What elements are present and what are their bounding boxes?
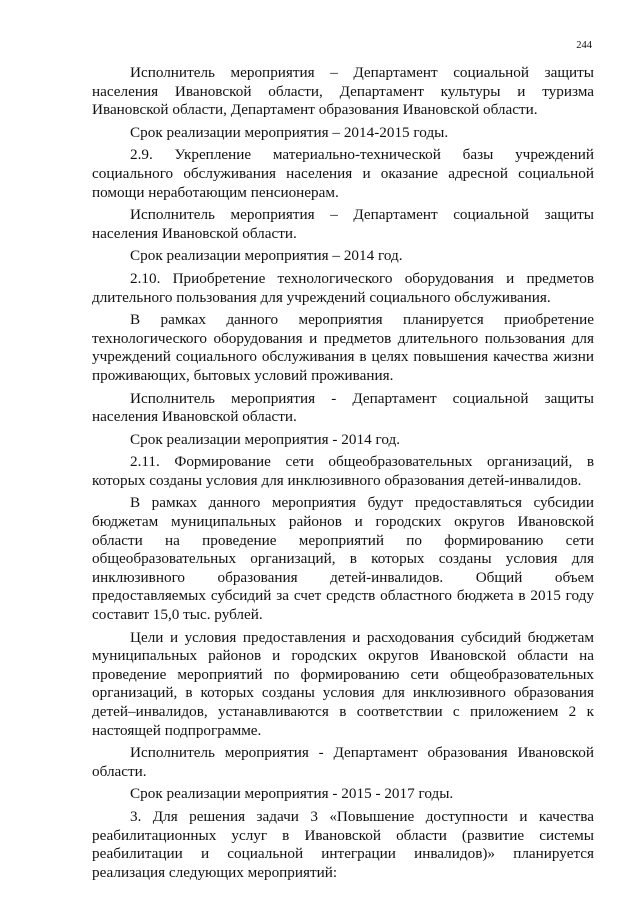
paragraph-term-4: Срок реализации мероприятия - 2015 - 2017 годы. <box>130 785 454 803</box>
paragraph-description-2-10: В рамках данного мероприятия планируется приобретение технологического оборудования и предметов длительного пользования для учреждений социального обслуживания в целях повышения качества жизни проживающих, бытовых условий проживания. <box>92 311 594 384</box>
paragraph-term-3: Срок реализации мероприятия - 2014 год. <box>130 430 400 448</box>
paragraph-item-2-9: 2.9. Укрепление материально-технической базы учреждений социального обслуживания населения и оказание адресной социальной помощи неработающим пенсионерам. <box>92 146 594 201</box>
paragraph-item-2-11: 2.11. Формирование сети общеобразовательных организаций, в которых созданы условия для инклюзивного образования детей-инвалидов. <box>92 453 594 489</box>
paragraph-item-2-10: 2.10. Приобретение технологического оборудования и предметов длительного пользования для учреждений социального обслуживания. <box>92 269 594 306</box>
paragraph-subsidy-conditions: Цели и условия предоставления и расходования субсидий бюджетам муниципальных районов и городских округов Ивановской области на проведение мероприятий по формированию сети общеобразовательных организаций, в которых созданы условия для инклюзивного образования детей–инвалидов, устанавливаются в соответствии с приложением 2 к настоящей подпрограмме. <box>92 628 594 739</box>
paragraph-executor-1: Исполнитель мероприятия – Департамент социальной защиты населения Ивановской области, Департамент культуры и туризма Ивановской области, Департамент образования Ивановской области. <box>92 64 594 119</box>
page-number: 244 <box>576 40 592 51</box>
paragraph-description-2-11: В рамках данного мероприятия будут предоставляться субсидии бюджетам муниципальных районов и городских округов Ивановской области на проведение мероприятий по формированию сети общеобразовательных организаций, в которых созданы условия для инклюзивного образования детей-инвалидов. Общий объем предоставляемых субсидий за счет средств областного бюджета в 2015 году составит 15,0 тыс. рублей. <box>92 494 594 624</box>
paragraph-term-2: Срок реализации мероприятия – 2014 год. <box>130 247 403 265</box>
paragraph-executor-4: Исполнитель мероприятия - Департамент образования Ивановской области. <box>92 744 594 780</box>
paragraph-executor-2: Исполнитель мероприятия – Департамент социальной защиты населения Ивановской области. <box>92 206 594 242</box>
paragraph-executor-3: Исполнитель мероприятия - Департамент социальной защиты населения Ивановской области. <box>92 389 594 426</box>
paragraph-task-3: 3. Для решения задачи 3 «Повышение доступности и качества реабилитационных услуг в Ивановской области (развитие системы реабилитации и социальной интеграции инвалидов)» планируется реализация следующих мероприятий: <box>92 807 594 881</box>
document-body <box>92 64 594 886</box>
paragraph-term-1: Срок реализации мероприятия – 2014-2015 годы. <box>130 123 449 141</box>
